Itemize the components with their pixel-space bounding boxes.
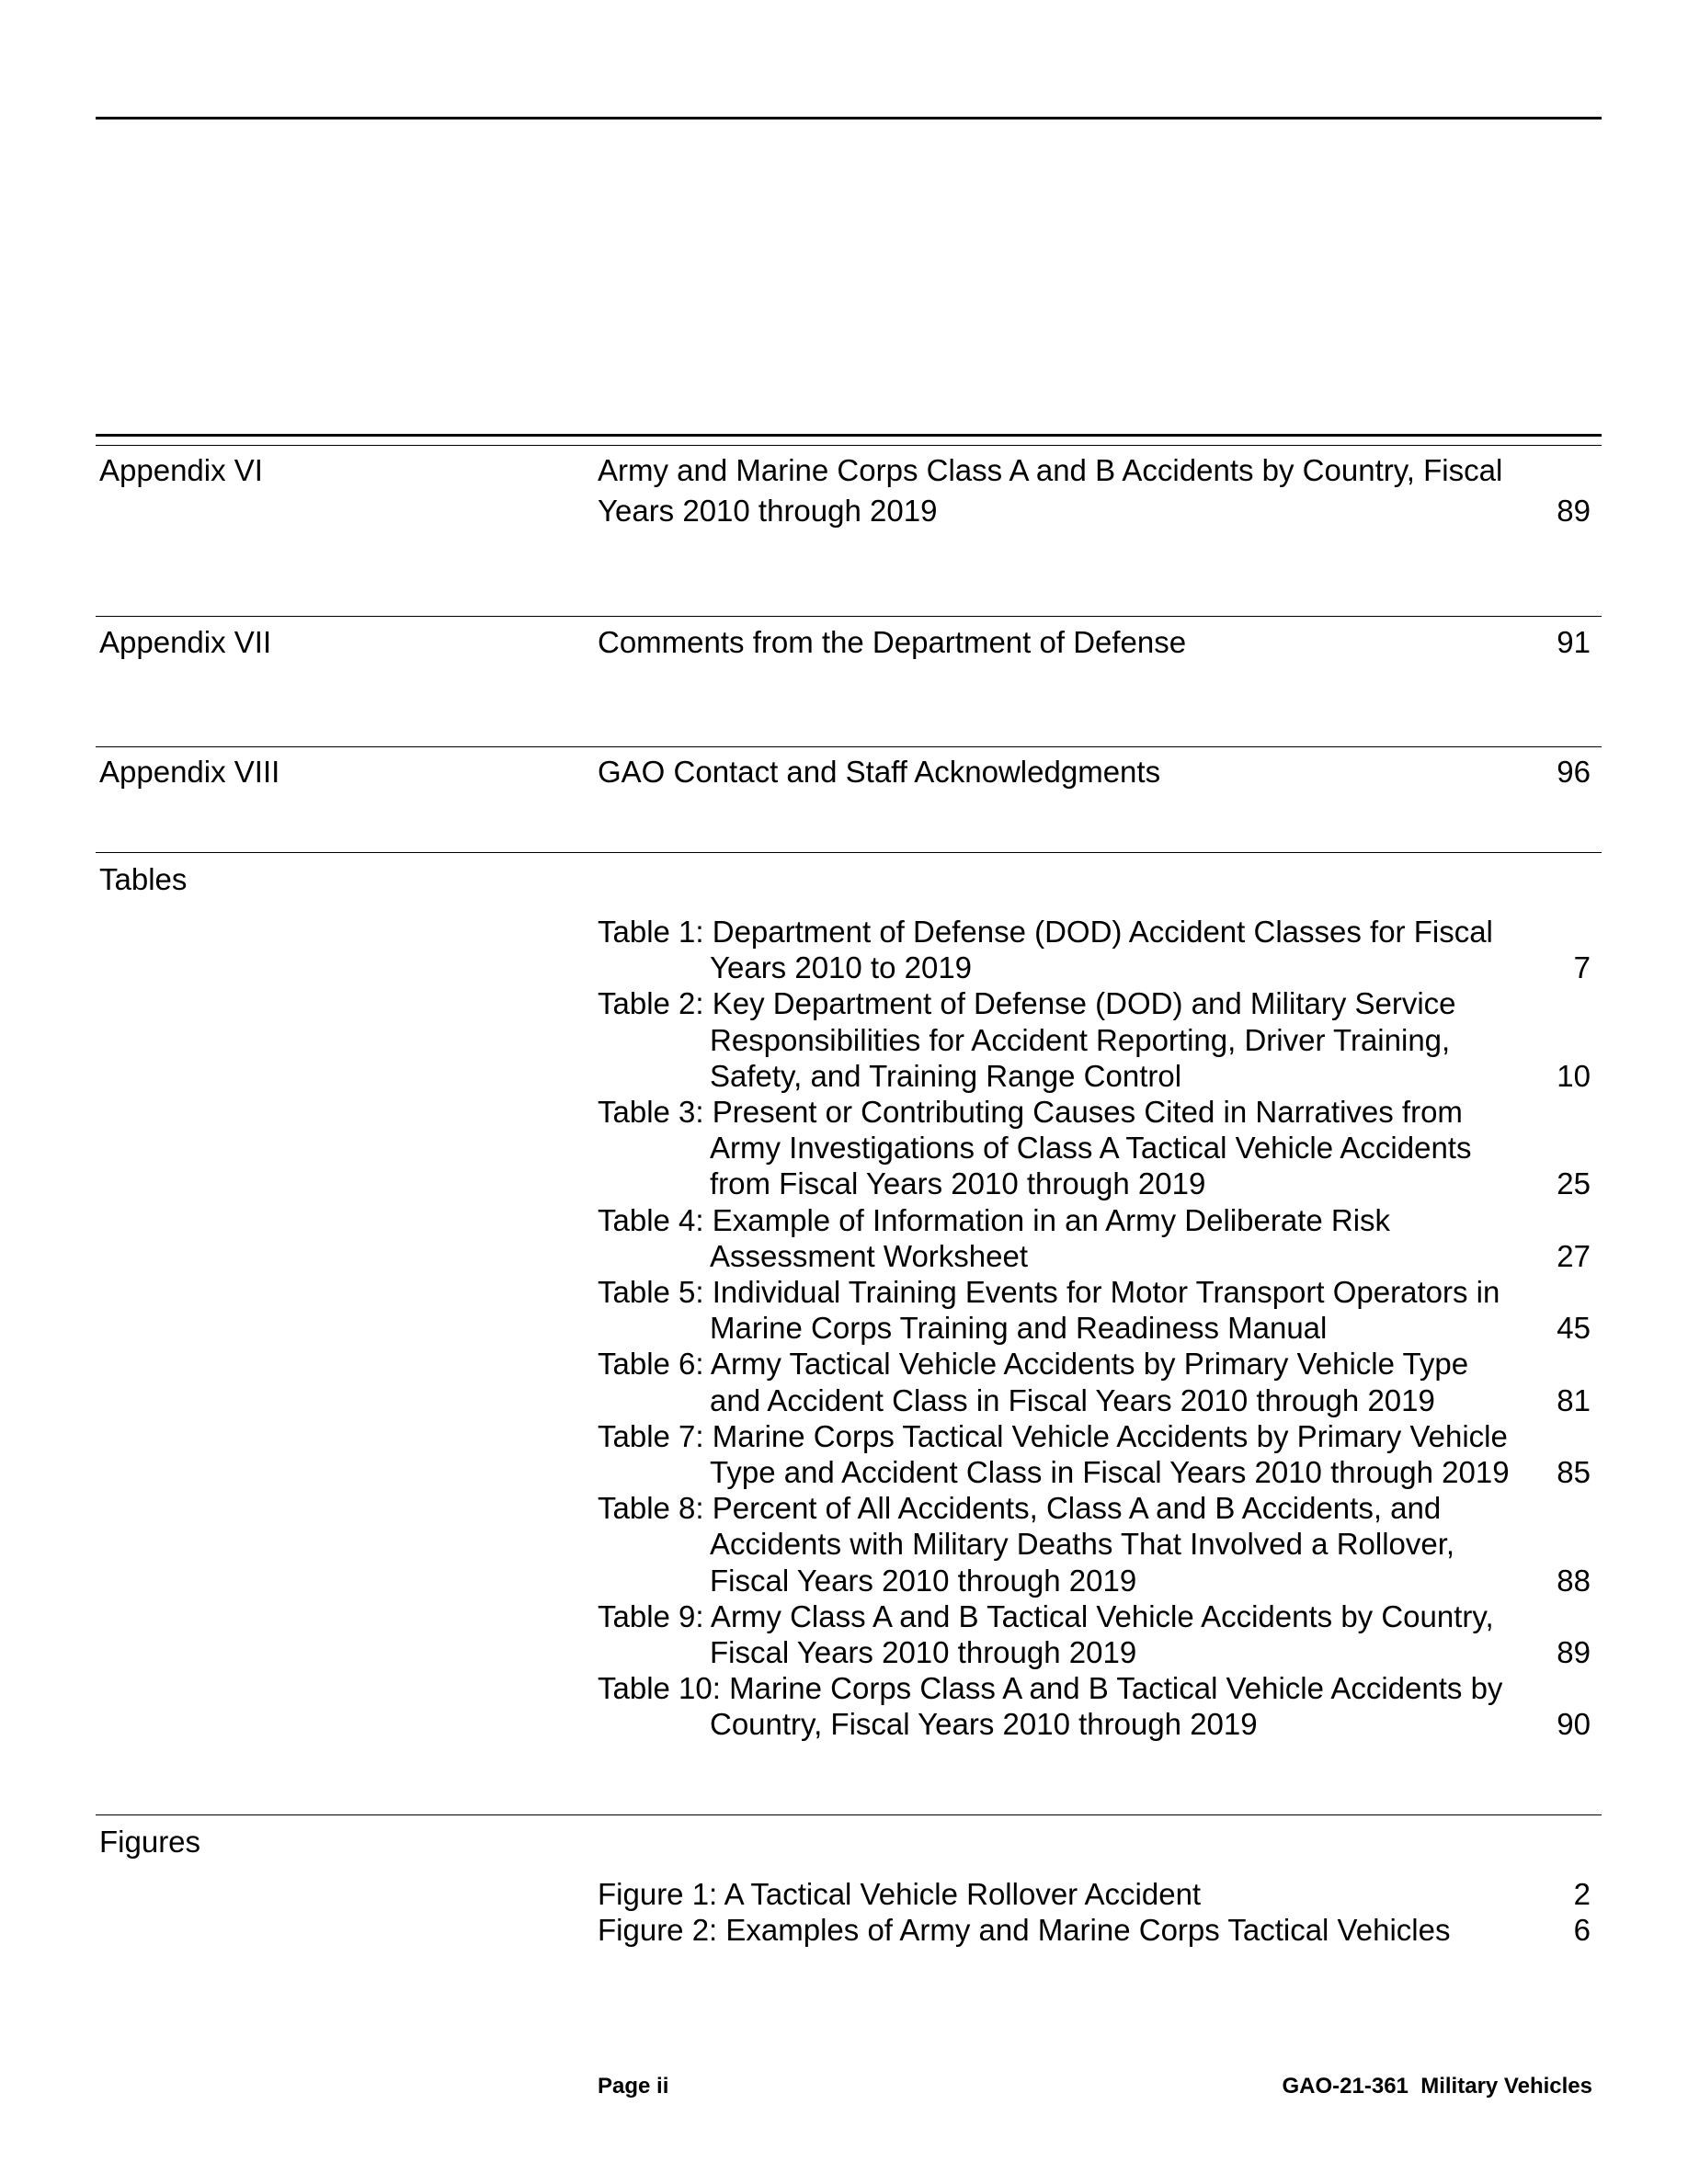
appendix-vii-title: Comments from the Department of Defense (598, 625, 1187, 659)
toc-entry-page: 7 (1573, 950, 1591, 985)
appendix-vi-title: Army and Marine Corps Class A and B Accidents by Country, Fiscal Years 2010 through 2019 (598, 453, 1503, 528)
appendix-viii-label: Appendix VIII (99, 755, 280, 789)
appendix-vii-entry[interactable] (598, 622, 1591, 663)
toc-table-entry[interactable] (598, 1094, 1591, 1202)
toc-entry-text: Table 5: Individual Training Events for Motor Transport Operators in Marine Corps Training and Readiness Manual (598, 1275, 1500, 1346)
toc-entry-text: Table 9: Army Class A and B Tactical Vehicle Accidents by Country, Fiscal Years 2010 through 2019 (598, 1598, 1494, 1670)
toc-entry-page: 90 (1557, 1707, 1591, 1742)
toc-entry-text: Figure 1: A Tactical Vehicle Rollover Accident (598, 1877, 1202, 1911)
toc-figure-entry[interactable] (598, 1912, 1591, 1948)
toc-entry-page: 89 (1557, 1635, 1591, 1670)
toc-entry-text: Table 10: Marine Corps Class A and B Tactical Vehicle Accidents by Country, Fiscal Years 2010 through 2019 (598, 1671, 1503, 1742)
toc-table-entry[interactable] (598, 1346, 1591, 1417)
toc-entry-page: 27 (1557, 1238, 1591, 1273)
toc-entry-page: 10 (1557, 1058, 1591, 1093)
section-double-rule-top (96, 434, 1602, 437)
toc-entry-text: Figure 2: Examples of Army and Marine Corps Tactical Vehicles (598, 1913, 1451, 1948)
section-double-rule-bottom (96, 445, 1602, 446)
appendix-vii-page: 91 (1557, 625, 1591, 659)
appendix-viii-title: GAO Contact and Staff Acknowledgments (598, 755, 1161, 789)
figures-list (598, 1876, 1591, 1948)
toc-table-entry[interactable] (598, 1598, 1591, 1670)
figures-heading: Figures (99, 1825, 201, 1859)
toc-entry-text: Table 8: Percent of All Accidents, Class A and B Accidents, and Accidents with Military Deaths That Involved a Rollover, Fiscal Years 2010 through 2019 (598, 1491, 1455, 1598)
toc-entry-text: Table 6: Army Tactical Vehicle Accidents by Primary Vehicle Type and Accident Class in Fiscal Years 2010 through 2019 (598, 1347, 1469, 1417)
section-rule (96, 616, 1602, 617)
toc-entry-text: Table 2: Key Department of Defense (DOD) and Military Service Responsibilities for Accident Reporting, Driver Training, Safety, and Training Range Control (598, 986, 1456, 1093)
toc-entry-page: 2 (1573, 1877, 1591, 1911)
toc-table-entry[interactable] (598, 1202, 1591, 1274)
toc-entry-text: Table 3: Present or Contributing Causes Cited in Narratives from Army Investigations of Class A Tactical Vehicle Accidents from Fiscal Years 2010 through 2019 (598, 1095, 1472, 1201)
tables-list (598, 914, 1591, 1743)
appendix-vii-label: Appendix VII (99, 625, 272, 659)
toc-table-entry[interactable] (598, 914, 1591, 985)
toc-entry-page: 6 (1573, 1913, 1591, 1948)
toc-entry-page: 45 (1557, 1311, 1591, 1346)
appendix-vi-label: Appendix VI (99, 453, 263, 487)
toc-entry-text: Table 7: Marine Corps Tactical Vehicle Accidents by Primary Vehicle Type and Accident Class in Fiscal Years 2010 through 2019 (598, 1418, 1510, 1490)
footer-report-id: GAO-21-361 Military Vehicles (1282, 2074, 1592, 2099)
toc-table-entry[interactable] (598, 1274, 1591, 1346)
tables-heading: Tables (99, 862, 188, 896)
toc-entry-page: 25 (1557, 1166, 1591, 1201)
toc-entry-page: 88 (1557, 1563, 1591, 1598)
section-rule (96, 746, 1602, 747)
toc-table-entry[interactable] (598, 1490, 1591, 1598)
section-rule (96, 852, 1602, 853)
section-rule (96, 1814, 1602, 1815)
toc-table-entry[interactable] (598, 1418, 1591, 1490)
toc-entry-page: 85 (1557, 1455, 1591, 1490)
toc-entry-text: Table 4: Example of Information in an Army Deliberate Risk Assessment Worksheet (598, 1202, 1391, 1273)
appendix-viii-entry[interactable] (598, 752, 1591, 792)
toc-entry-page: 81 (1557, 1382, 1591, 1417)
toc-table-entry[interactable] (598, 985, 1591, 1094)
appendix-vi-page: 89 (1557, 494, 1591, 528)
toc-figure-entry[interactable] (598, 1876, 1591, 1912)
appendix-vi-entry[interactable] (598, 450, 1591, 531)
toc-entry-text: Table 1: Department of Defense (DOD) Accident Classes for Fiscal Years 2010 to 2019 (598, 915, 1493, 985)
toc-table-entry[interactable] (598, 1670, 1591, 1742)
footer-page-number: Page ii (598, 2074, 669, 2099)
top-rule (96, 117, 1602, 119)
appendix-viii-page: 96 (1557, 755, 1591, 789)
